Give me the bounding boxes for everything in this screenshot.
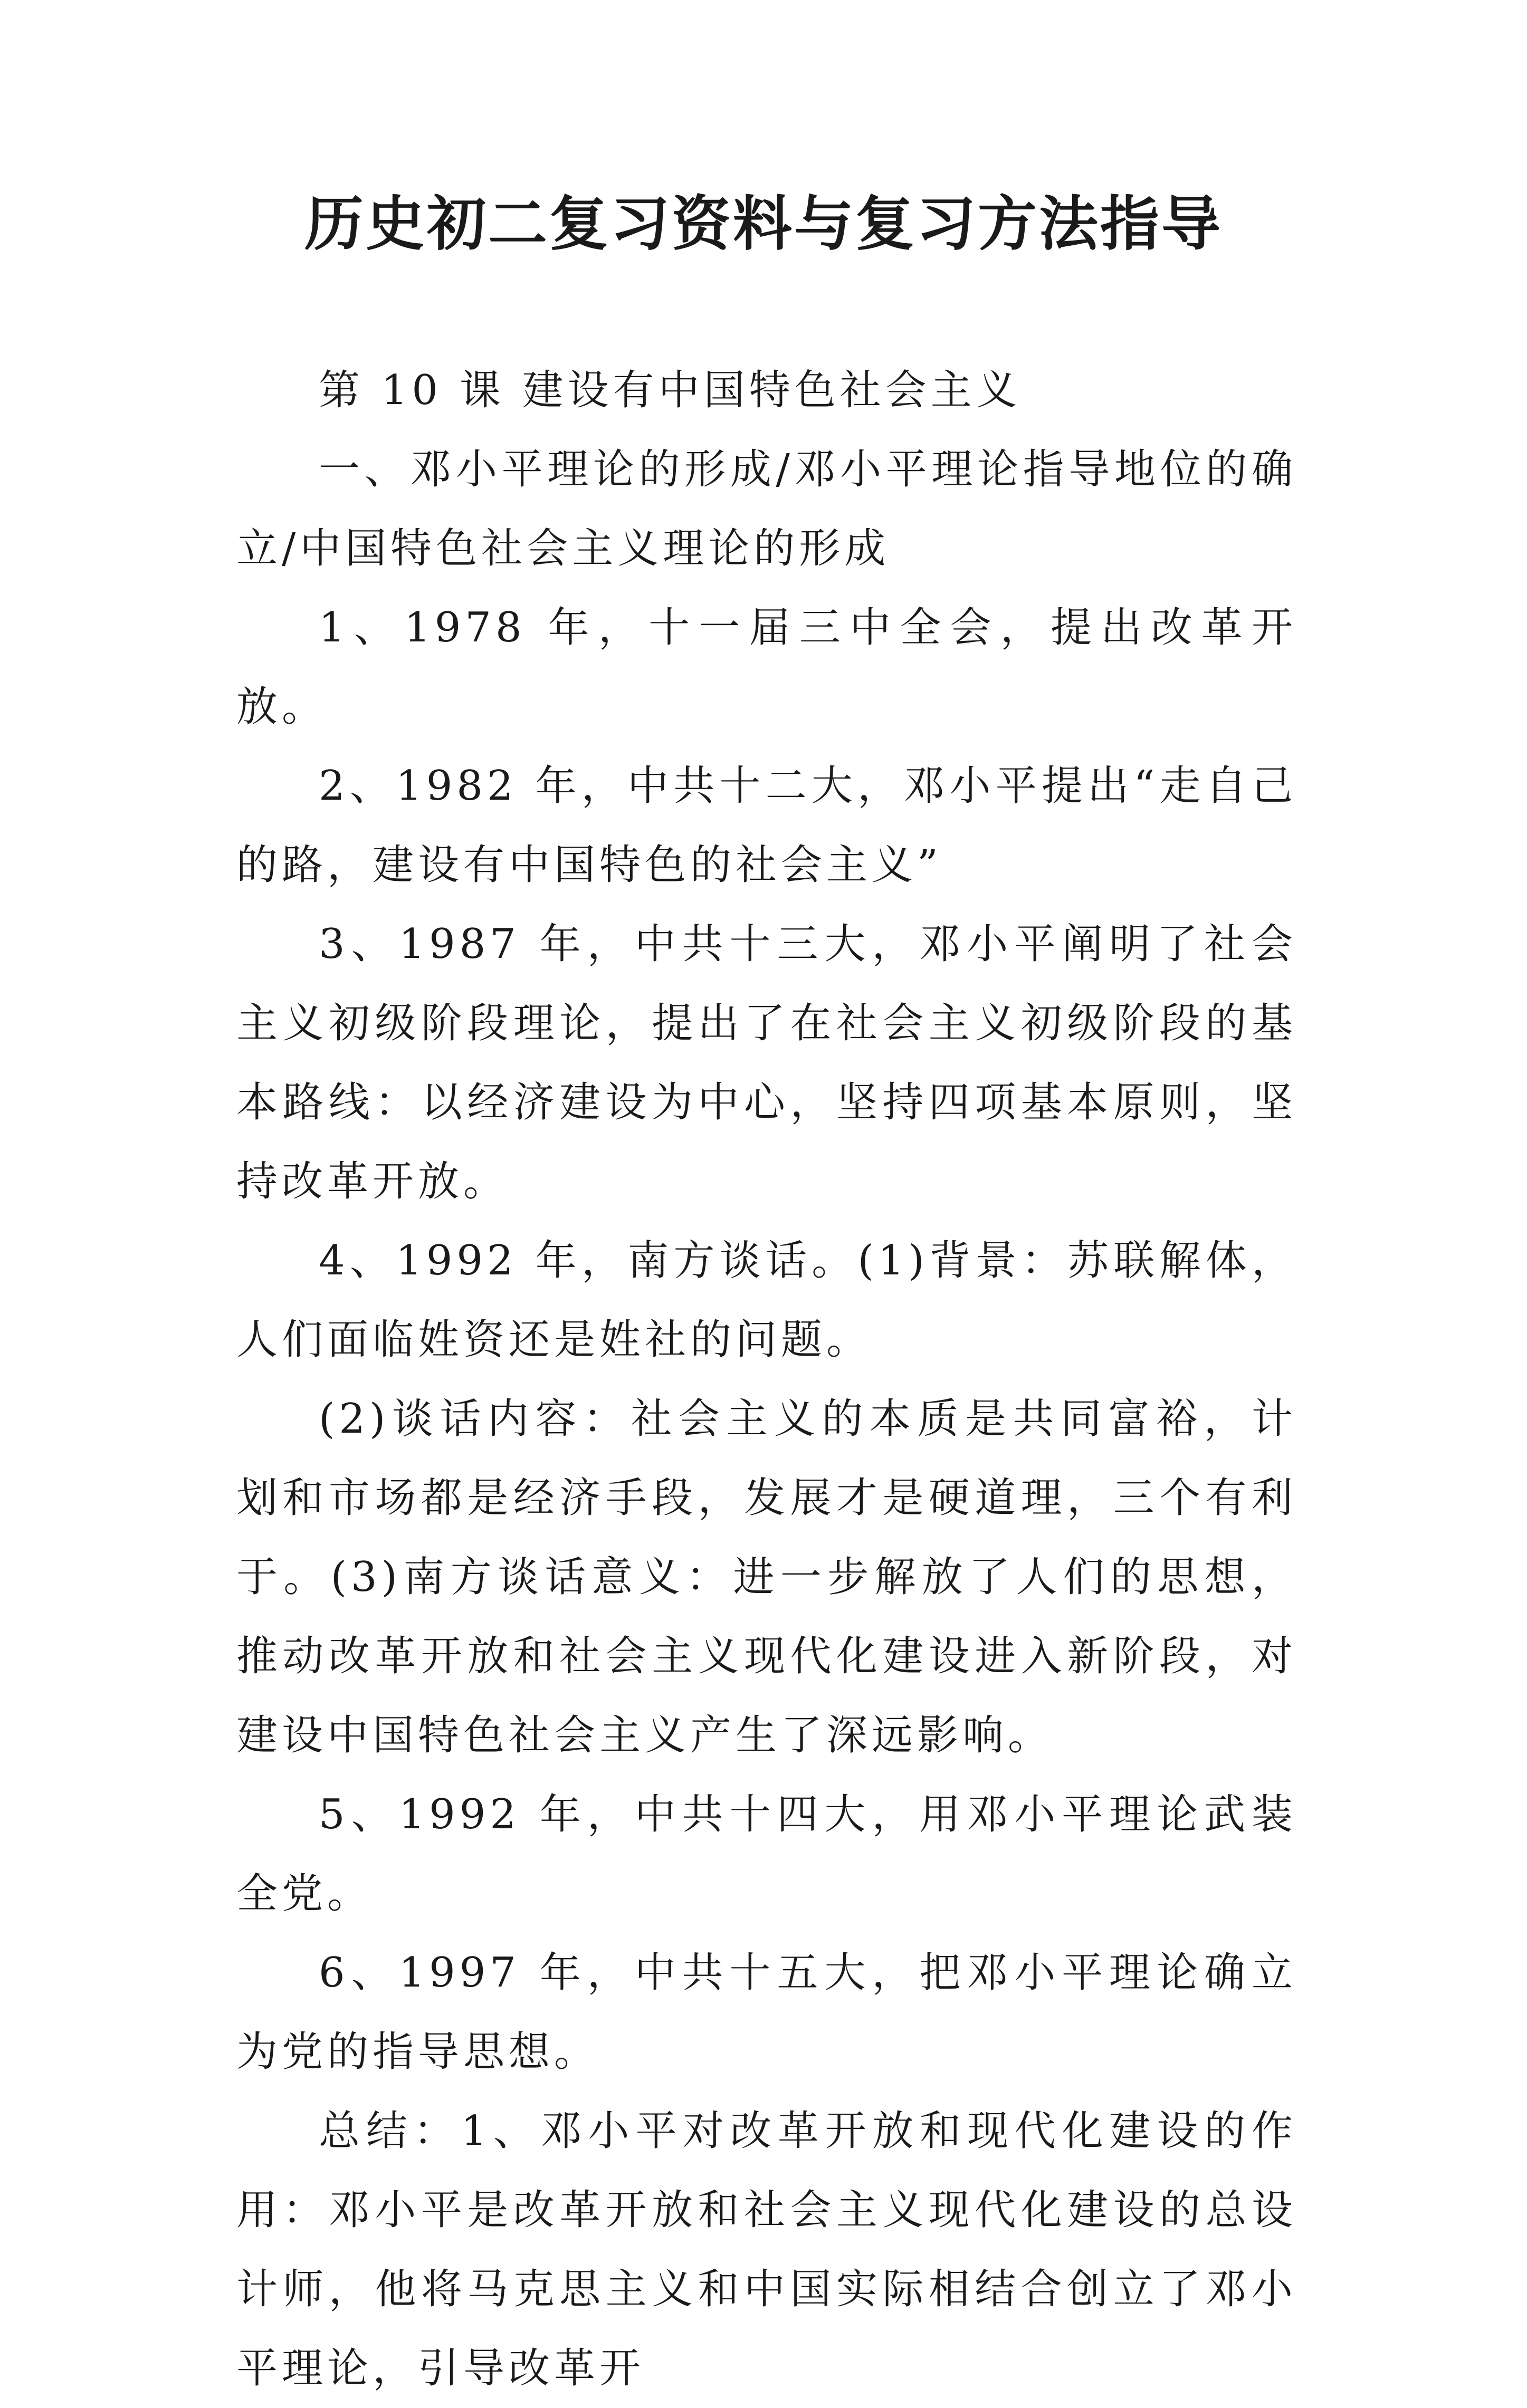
page-title: 历史初二复习资料与复习方法指导 bbox=[304, 190, 1223, 258]
section-heading: 一、邓小平理论的形成/邓小平理论指导地位的确立/中国特色社会主义理论的形成 bbox=[236, 446, 1297, 572]
summary-paragraph: 总结：1、邓小平对改革开放和现代化建设的作用：邓小平是改革开放和社会主义现代化建设的总设计师，他将马克思主义和中国实际相结合创立了邓小平理论，引导改革开 bbox=[236, 2107, 1297, 2392]
paragraph: 2、1982 年，中共十二大，邓小平提出“走自己的路，建设有中国特色的社会主义” bbox=[236, 762, 1297, 889]
lesson-heading: 第 10 课 建设有中国特色社会主义 bbox=[319, 367, 1022, 414]
document-body bbox=[236, 351, 1297, 2408]
paragraph: 1、1978 年，十一届三中全会，提出改革开放。 bbox=[236, 604, 1297, 731]
paragraph: 6、1997 年，中共十五大，把邓小平理论确立为党的指导思想。 bbox=[236, 1949, 1297, 2076]
paragraph: (2)谈话内容：社会主义的本质是共同富裕，计划和市场都是经济手段，发展才是硬道理，三个有利于。(3)南方谈话意义：进一步解放了人们的思想，推动改革开放和社会主义现代化建设进入新阶段，对建设中国特色社会主义产生了深远影响。 bbox=[236, 1395, 1297, 1759]
paragraph: 5、1992 年，中共十四大，用邓小平理论武装全党。 bbox=[236, 1791, 1297, 1917]
paragraph: 4、1992 年，南方谈话。(1)背景：苏联解体，人们面临姓资还是姓社的问题。 bbox=[236, 1237, 1297, 1364]
paragraph: 3、1987 年，中共十三大，邓小平阐明了社会主义初级阶段理论，提出了在社会主义初级阶段的基本路线：以经济建设为中心，坚持四项基本原则，坚持改革开放。 bbox=[236, 920, 1297, 1205]
